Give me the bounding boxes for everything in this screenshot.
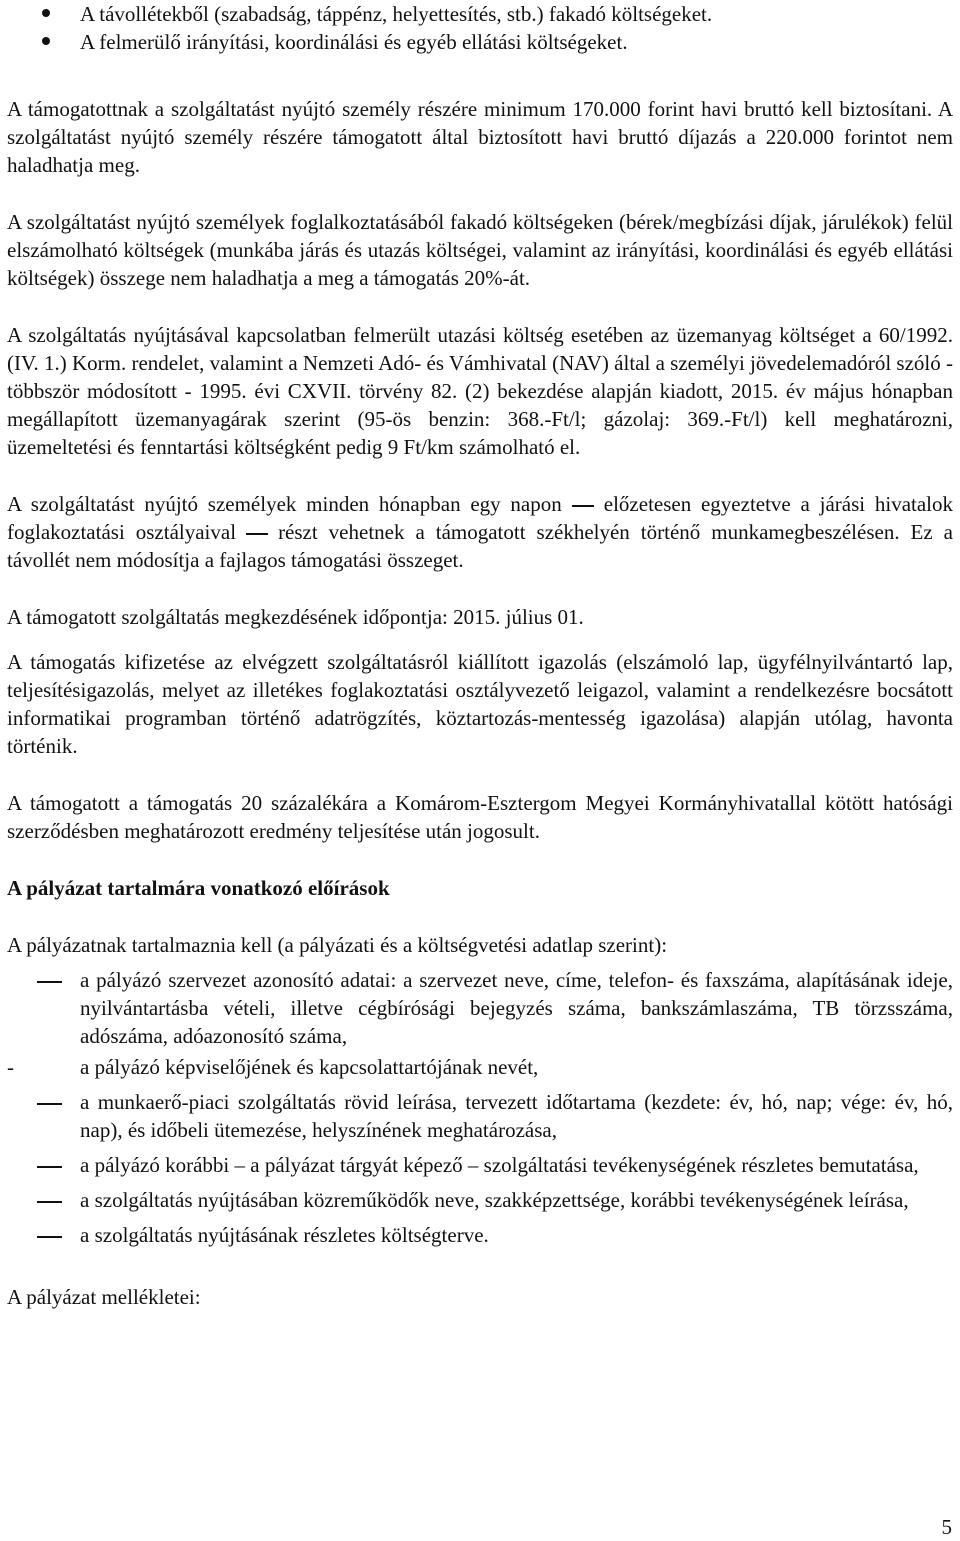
- section-intro: A pályázatnak tartalmaznia kell (a pályázati és a költségvetési adatlap szerint):: [7, 933, 668, 957]
- paragraph-travel-costs: A szolgáltatás nyújtásával kapcsolatban felmerült utazási költség esetében az üzemanyag költséget a 60/1992. (IV. 1.) Korm. rendelet, valamint a Nemzeti Adó- és Vámhivatal (NAV) által a személyi jövedelemadóról szóló - többször módosított - 1995. évi CXVII. törvény 82. (2) bekezdése alapján kiadott, 2015. év május hónapban megállapított üzemanyagárak szerint (95-ös benzin: 368.-Ft/l; gázolaj: 369.-Ft/l) kell meghatározni, üzemeltetési és fenntartási költségként pedig 9 Ft/km számolható el.: [7, 323, 953, 459]
- bullet-text: A felmerülő irányítási, koordinálási és egyéb ellátási költségeket.: [80, 30, 628, 54]
- paragraph-text-part: A szolgáltatást nyújtó személyek minden hónapban egy napon: [7, 492, 562, 516]
- dash-icon: [246, 533, 268, 535]
- list-item: [7, 1186, 953, 1214]
- list-item: [7, 966, 953, 1050]
- list-item: [7, 28, 953, 56]
- paragraph-contract: A támogatott a támogatás 20 százalékára a Komárom-Esztergom Megyei Kormányhivatallal kötött hatósági szerződésben meghatározott eredmény teljesítése után jogosult.: [7, 791, 953, 843]
- list-item-text: a pályázó szervezet azonosító adatai: a szervezet neve, címe, telefon- és faxszáma, alapításának ideje, nyilvántartásba vételi, illetve cégbírósági bejegyzés száma, bankszámlaszáma, TB törzsszáma, adószáma, adóazonosító száma,: [80, 968, 953, 1048]
- document-page: [7, 0, 953, 1311]
- paragraph-eligible-costs: A szolgáltatást nyújtó személyek foglalkoztatásából fakadó költségeken (bérek/megbízási díjak, járulékok) felül elszámolható költségek (munkába járás és utazás költségei, valamint az irányítási, koordinálási és egyéb ellátási költségek) összege nem haladhatja a meg a támogatás 20%-át.: [7, 210, 953, 290]
- list-item: [7, 1151, 953, 1179]
- requirements-list: [7, 966, 953, 1249]
- bullet-icon: [42, 9, 50, 17]
- list-item-text: a szolgáltatás nyújtásának részletes költségterve.: [80, 1223, 489, 1247]
- list-item: [7, 1088, 953, 1144]
- page-number: 5: [941, 1515, 952, 1539]
- list-item: [7, 0, 953, 28]
- paragraph-start-date: A támogatott szolgáltatás megkezdésének időpontja: 2015. július 01.: [7, 605, 584, 629]
- dash-icon: [572, 505, 594, 507]
- bullet-text: A távollétekből (szabadság, táppénz, helyettesítés, stb.) fakadó költségeket.: [80, 2, 713, 26]
- paragraph-text-part: részt vehetnek a támogatott székhelyén történő munkamegbeszélésen. Ez a távollét nem módosítja a fajlagos támogatási összeget.: [7, 520, 953, 572]
- paragraph-minimum-pay: A támogatottnak a szolgáltatást nyújtó személy részére minimum 170.000 forint havi bruttó kell biztosítani. A szolgáltatást nyújtó személy részére támogatott által biztosított havi bruttó díjazás a 220.000 forintot nem haladhatja meg.: [7, 97, 953, 177]
- list-item-text: a munkaerő-piaci szolgáltatás rövid leírása, tervezett időtartama (kezdete: év, hó, nap; vége: év, hó, nap), és időbeli ütemezése, helyszínének meghatározása,: [80, 1090, 953, 1142]
- paragraph-monthly-meeting: [7, 490, 953, 574]
- list-item-text: a pályázó korábbi – a pályázat tárgyát képező – szolgáltatási tevékenységének részletes bemutatása,: [80, 1153, 919, 1177]
- list-item: [7, 1053, 953, 1081]
- paragraph-payment: A támogatás kifizetése az elvégzett szolgáltatásról kiállított igazolás (elszámoló lap, ügyfélnyilvántartó lap, teljesítésigazolás, melyet az illetékes foglakoztatási osztályvezető leigazol, valamint a rendelkezésre bocsátott informatikai programban történő adatrögzítés, köztartozás-mentesség igazolása) alapján utólag, havonta történik.: [7, 650, 953, 758]
- bullet-list: [7, 0, 953, 56]
- list-item: [7, 1221, 953, 1249]
- list-item-text: a pályázó képviselőjének és kapcsolattartójának nevét,: [80, 1055, 539, 1079]
- paragraph-text-part: előzetesen egyeztetve a járási hivatalok foglakoztatási osztályaival: [7, 492, 953, 544]
- list-item-text: a szolgáltatás nyújtásában közreműködők neve, szakképzettsége, korábbi tevékenységének leírása,: [80, 1188, 909, 1212]
- bullet-icon: [42, 37, 50, 45]
- attachments-label: A pályázat mellékletei:: [7, 1285, 201, 1309]
- section-heading: A pályázat tartalmára vonatkozó előírások: [7, 876, 390, 900]
